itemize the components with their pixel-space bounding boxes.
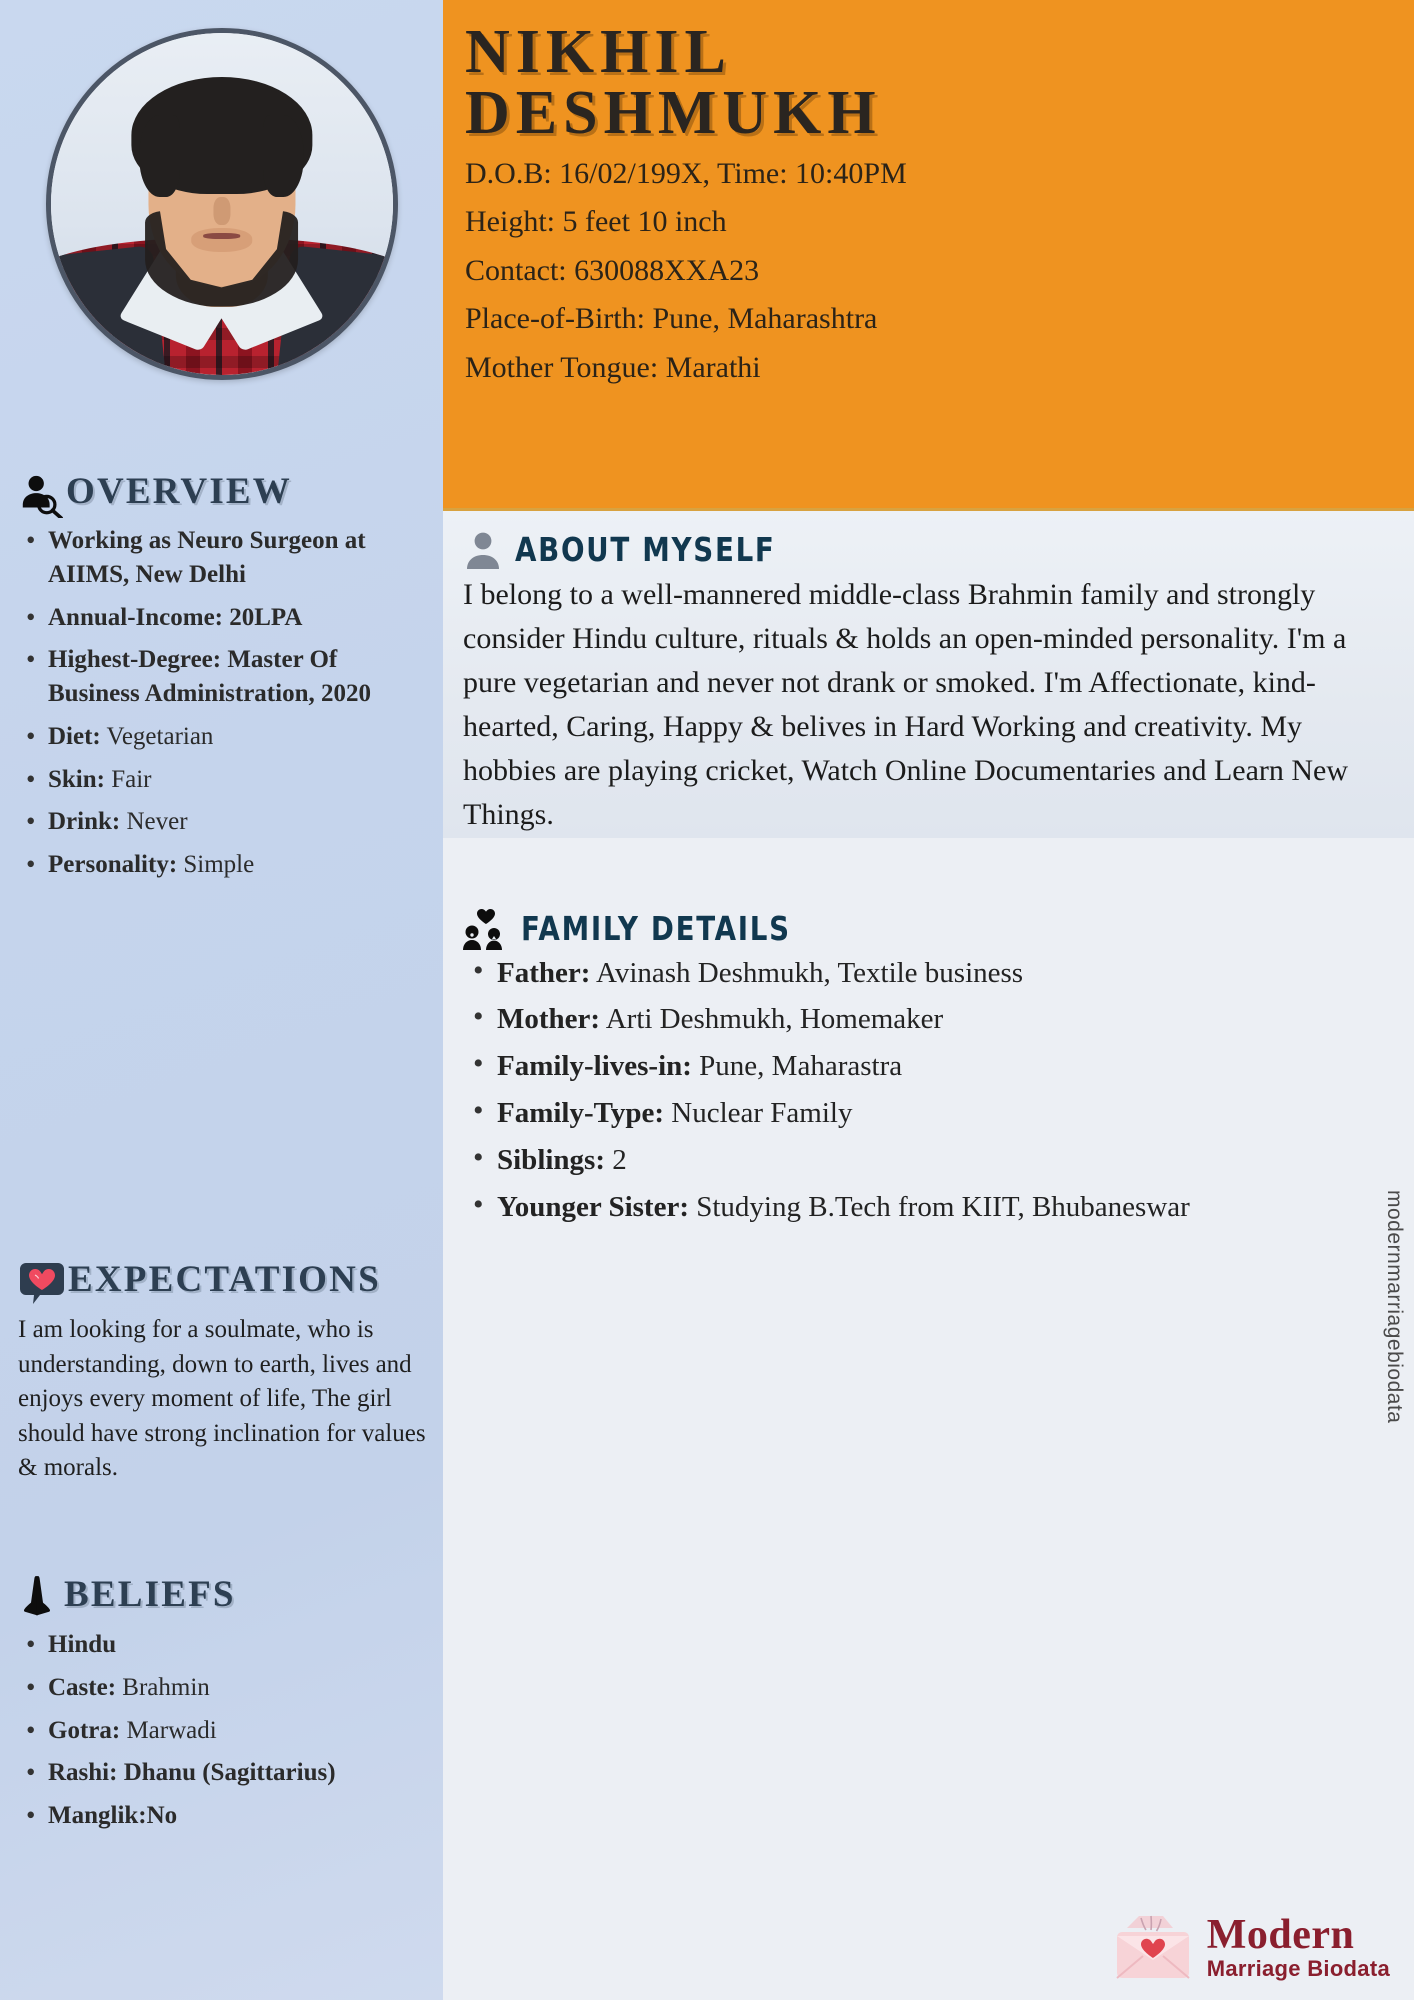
beliefs-list-item [18,1714,434,1748]
item-label: Skin: [48,765,105,793]
header-banner [443,0,1414,508]
beliefs-list-item [18,1756,434,1790]
logo-line-1: Modern [1206,1912,1355,1958]
item-label: Working as Neuro Surgeon at AIIMS, New Delhi [48,527,366,588]
beliefs-list-item [18,1671,434,1705]
praying-hands-icon [18,1574,56,1622]
item-value: Studying B.Tech from KIIT, Bhubaneswar [688,1190,1190,1223]
overview-section [14,468,434,891]
item-value: Avinash Deshmukh, Textile business [590,956,1024,989]
beliefs-list-item [18,1628,434,1662]
about-title: ABOUT MYSELF [515,529,776,569]
item-label: Drink: [48,808,121,836]
item-label: Diet: [48,722,101,750]
contact-line: Contact: 630088XXA23 [465,253,760,287]
item-value: Brahmin [116,1673,210,1701]
family-title: FAMILY DETAILS [521,909,791,949]
logo-text [1207,1914,1390,1980]
envelope-heart-icon [1111,1912,1197,1982]
item-label: Siblings: [497,1144,605,1176]
item-value: 2 [605,1144,627,1176]
overview-list-item [18,848,434,882]
mother-tongue-line: Mother Tongue: Marathi [465,350,761,384]
item-label: Highest-Degree: Master Of Business Administration, 2020 [48,646,371,707]
about-section [443,511,1414,838]
item-label: Hindu [48,1631,117,1658]
overview-list-item [18,720,434,754]
beliefs-list [18,1628,434,1833]
beliefs-title: BELIEFS [64,1573,236,1615]
item-value: Fair [104,765,152,793]
overview-list-item [18,763,434,797]
dob-line: D.O.B: 16/02/199X, Time: 10:40PM [465,156,907,190]
item-value: Nuclear Family [664,1097,853,1130]
expectations-title: EXPECTATIONS [68,1258,381,1300]
item-value: Pune, Maharastra [691,1050,903,1083]
person-icon [463,529,503,569]
item-label: Manglik:No [48,1802,178,1829]
brand-logo [1111,1912,1390,1982]
page-title [465,18,1414,147]
item-label: Personality: [48,851,178,878]
item-label: Gotra: [48,1716,121,1744]
family-list-item [463,1047,1390,1086]
item-label: Family-lives-in: [497,1050,692,1083]
expectations-text: I am looking for a soulmate, who is understanding, down to earth, lives and enjoys every moment of life, The girl should have strong inclination for values & morals. [18,1316,426,1481]
family-list-item [463,954,1390,993]
person-search-icon [18,472,64,518]
family-section [443,892,1414,1227]
beliefs-list-item [18,1799,434,1833]
last-name: DESHMUKH [465,78,882,147]
overview-list-item [18,524,434,592]
left-column [0,0,443,2000]
overview-header [18,468,434,514]
overview-list [18,524,434,882]
item-label: Annual-Income: 20LPA [48,603,303,631]
family-list-item [463,1000,1390,1039]
beliefs-section [14,1570,434,1842]
overview-list-item [18,643,434,711]
height-line: Height: 5 feet 10 inch [465,205,727,239]
right-column [443,0,1414,2000]
family-list [463,954,1390,1227]
item-value: Arti Deshmukh, Homemaker [600,1003,944,1036]
family-header [463,908,1390,950]
logo-line-2: Marriage Biodata [1206,1956,1390,1981]
portrait-illustration [51,33,393,375]
item-value: Marwadi [120,1716,217,1744]
first-name: NIKHIL [465,18,732,86]
about-text: I belong to a well-mannered middle-class Brahmin family and strongly consider Hindu culture, rituals & holds an open-minded personality. I'm a pure vegetarian and never not drank or smoked. I'm Affectionate, kind-hearted, Caring, Happy & belives in Hard Working and creativity. My hobbies are playing cricket, Watch Online Documentaries and Learn New Things. [463,578,1349,832]
item-label: Father: [497,956,591,989]
overview-title: OVERVIEW [66,470,292,512]
item-label: Family-Type: [497,1097,664,1130]
birthplace-line: Place-of-Birth: Pune, Maharashtra [465,302,878,336]
item-label: Younger Sister: [497,1190,689,1223]
overview-list-item [18,805,434,839]
expectations-header [18,1255,434,1303]
item-value: Never [120,808,188,836]
item-label: Mother: [497,1003,601,1036]
item-label: Rashi: Dhanu (Sagittarius) [48,1759,336,1787]
overview-list-item [18,601,434,635]
family-heart-icon [463,908,509,950]
heart-speech-bubble-icon [18,1259,66,1307]
expectations-section [14,1255,434,1486]
item-label: Caste: [48,1673,117,1701]
profile-photo [46,28,398,380]
about-header [463,529,1390,569]
item-value: Simple [177,851,255,878]
vertical-brand-text: modernmarriagebiodata [1383,1190,1406,1424]
item-value: Vegetarian [100,722,214,750]
family-list-item [463,1094,1390,1133]
beliefs-header [18,1570,434,1618]
family-list-item [463,1141,1390,1180]
family-list-item [463,1188,1390,1227]
